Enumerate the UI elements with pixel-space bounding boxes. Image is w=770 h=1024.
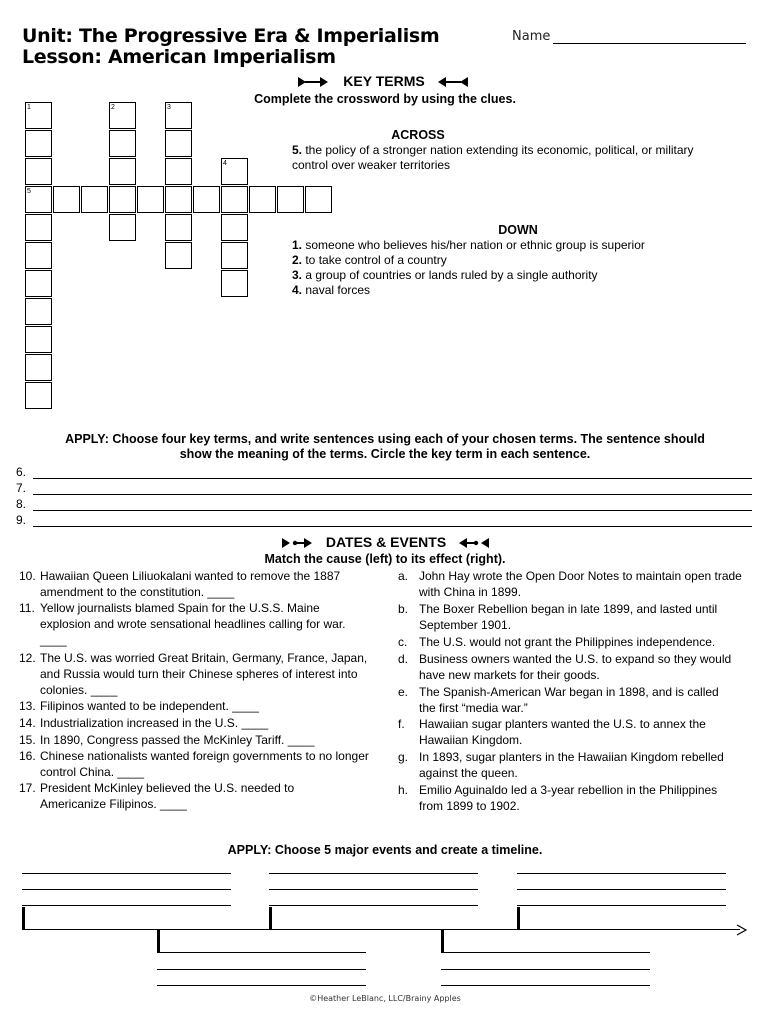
crossword-cell[interactable] — [221, 186, 248, 213]
crossword-cell[interactable] — [193, 186, 220, 213]
cause-number: 14. — [19, 716, 36, 730]
matching-instruction: Match the cause (left) to its effect (right). — [264, 552, 506, 566]
cause-number: 15. — [19, 733, 36, 747]
effect-item — [398, 782, 718, 814]
timeline-answer-line[interactable] — [22, 889, 231, 890]
effect-item — [398, 634, 758, 650]
down-heading: DOWN — [498, 223, 538, 237]
cause-text: The U.S. was worried Great Britain, Germany, France, Japan, and Russia would turn their Chinese spheres of interest into colonies. ____ — [40, 651, 368, 697]
timeline-answer-line[interactable] — [269, 889, 478, 890]
effect-letter: h. — [398, 783, 409, 797]
effect-text: The U.S. would not grant the Philippines independence. — [419, 635, 716, 649]
clue-number: 4. — [292, 283, 303, 297]
cause-item — [19, 732, 379, 748]
crossword-cell[interactable] — [221, 270, 248, 297]
sentence-number: 7. — [16, 481, 27, 495]
effect-letter: b. — [398, 602, 409, 616]
sentence-number: 6. — [16, 465, 27, 479]
crossword-cell[interactable] — [53, 186, 80, 213]
cause-number: 11. — [19, 601, 35, 615]
crossword-cell[interactable] — [165, 214, 192, 241]
effect-item — [398, 601, 738, 633]
key-terms-heading-group — [296, 73, 471, 91]
crossword-cell-number: 3 — [167, 104, 171, 111]
effect-item — [398, 716, 748, 748]
down-clue-3 — [292, 268, 732, 283]
timeline-answer-line[interactable] — [269, 873, 478, 874]
crossword-cell-number: 4 — [223, 160, 227, 167]
effect-text: The Boxer Rebellion began in late 1899, and lasted until September 1901. — [419, 602, 718, 632]
cause-text: President McKinley believed the U.S. needed to Americanize Filipinos. ____ — [40, 781, 295, 811]
unit-title: Unit: The Progressive Era & Imperialism — [22, 25, 440, 47]
crossword-instruction: Complete the crossword by using the clues. — [254, 92, 516, 106]
effect-text: Hawaiian sugar planters wanted the U.S. to annex the Hawaiian Kingdom. — [419, 717, 706, 747]
dates-events-heading-group — [280, 534, 492, 552]
cause-item — [19, 698, 379, 714]
cause-item — [19, 568, 379, 600]
crossword-cell[interactable] — [249, 186, 276, 213]
down-clue-1 — [292, 238, 732, 253]
timeline-answer-line[interactable] — [441, 969, 650, 970]
effect-text: Business owners wanted the U.S. to expand so they would have new markets for their goods. — [419, 652, 732, 682]
clue-text: a group of countries or lands ruled by a single authority — [302, 268, 598, 282]
timeline-answer-line[interactable] — [22, 873, 231, 874]
timeline-axis — [22, 929, 740, 930]
crossword-cell[interactable] — [305, 186, 332, 213]
crossword-cell-number: 2 — [111, 104, 115, 111]
timeline-answer-line[interactable] — [157, 985, 366, 986]
crossword-cell[interactable] — [25, 214, 52, 241]
crossword-cell[interactable] — [165, 242, 192, 269]
cause-number: 10. — [19, 569, 36, 583]
copyright-footer: ©Heather LeBlanc, LLC/Brainy Apples — [309, 994, 461, 1003]
crossword-cell[interactable] — [25, 354, 52, 381]
sentence-line[interactable] — [33, 510, 752, 511]
crossword-cell[interactable] — [165, 186, 192, 213]
crossword-cell[interactable] — [109, 214, 136, 241]
lesson-title: Lesson: American Imperialism — [22, 46, 336, 68]
cause-number: 13. — [19, 699, 36, 713]
crossword-cell[interactable] — [25, 130, 52, 157]
timeline-answer-line[interactable] — [157, 969, 366, 970]
sentence-line[interactable] — [33, 526, 752, 527]
timeline-tick-up — [517, 907, 520, 930]
cause-text: Hawaiian Queen Liliuokalani wanted to remove the 1887 amendment to the constitution. ____ — [40, 569, 341, 599]
effect-letter: f. — [398, 717, 405, 731]
timeline-answer-line[interactable] — [441, 985, 650, 986]
timeline-answer-line[interactable] — [269, 905, 478, 906]
timeline-answer-line[interactable] — [22, 905, 231, 906]
effect-text: In 1893, sugar planters in the Hawaiian Kingdom rebelled against the queen. — [419, 750, 724, 780]
cause-number: 12. — [19, 651, 36, 665]
crossword-cell[interactable] — [25, 382, 52, 409]
effect-letter: e. — [398, 685, 409, 699]
timeline-tick-down — [441, 929, 444, 953]
effect-letter: a. — [398, 569, 409, 583]
effect-item — [398, 568, 753, 600]
apply-instruction-line1: APPLY: Choose four key terms, and write sentences using each of your chosen terms. The sentence should — [65, 432, 705, 446]
crossword-cell[interactable] — [81, 186, 108, 213]
timeline-instruction: APPLY: Choose 5 major events and create a timeline. — [227, 843, 543, 857]
timeline-answer-line[interactable] — [157, 952, 366, 953]
cause-number: 17. — [19, 781, 36, 795]
crossword-cell[interactable] — [165, 130, 192, 157]
timeline-answer-line[interactable] — [517, 889, 726, 890]
crossword-cell[interactable] — [137, 186, 164, 213]
cause-text: In 1890, Congress passed the McKinley Tariff. ____ — [40, 733, 315, 747]
arrow-right-icon — [296, 76, 330, 88]
down-clue-2 — [292, 253, 732, 268]
sentence-number: 8. — [16, 497, 27, 511]
crossword-cell[interactable] — [165, 158, 192, 185]
timeline-answer-line[interactable] — [517, 905, 726, 906]
crossword-cell[interactable] — [25, 298, 52, 325]
sentence-line[interactable] — [33, 478, 752, 479]
effect-text: Emilio Aguinaldo led a 3-year rebellion in the Philippines from 1899 to 1902. — [419, 783, 718, 813]
effect-item — [398, 749, 738, 781]
cause-text: Industrialization increased in the U.S. ____ — [40, 716, 269, 730]
clue-text: the policy of a stronger nation extending its economic, political, or military control over weaker territories — [292, 143, 694, 172]
timeline-tick-down — [157, 929, 160, 953]
arrow-right-icon — [280, 537, 314, 549]
clue-number: 1. — [292, 238, 303, 252]
name-field[interactable] — [553, 43, 746, 44]
apply-instruction-line2: show the meaning of the terms. Circle the key term in each sentence. — [179, 447, 591, 461]
cause-text: Filipinos wanted to be independent. ____ — [40, 699, 259, 713]
clue-number: 3. — [292, 268, 303, 282]
crossword-cell[interactable] — [109, 158, 136, 185]
cause-item — [19, 600, 364, 648]
across-clue-5 — [292, 143, 712, 173]
dates-events-heading: DATES & EVENTS — [325, 534, 447, 550]
effect-text: The Spanish-American War began in 1898, and is called the first “media war.” — [419, 685, 719, 715]
timeline-answer-line[interactable] — [441, 952, 650, 953]
crossword-cell[interactable] — [25, 326, 52, 353]
cause-item — [19, 650, 374, 698]
cause-text: Chinese nationalists wanted foreign governments to no longer control China. ____ — [40, 749, 369, 779]
clue-text: someone who believes his/her nation or ethnic group is superior — [302, 238, 645, 252]
arrow-head-icon — [736, 924, 748, 936]
crossword-cell[interactable] — [221, 214, 248, 241]
effect-text: John Hay wrote the Open Door Notes to maintain open trade with China in 1899. — [419, 569, 742, 599]
crossword-cell[interactable] — [221, 242, 248, 269]
cause-number: 16. — [19, 749, 36, 763]
clue-number: 5. — [292, 143, 303, 157]
effect-letter: g. — [398, 750, 409, 764]
crossword-cell[interactable] — [109, 130, 136, 157]
effect-item — [398, 651, 748, 683]
sentence-number: 9. — [16, 513, 27, 527]
crossword-cell-number: 1 — [27, 104, 31, 111]
timeline-tick-up — [269, 907, 272, 930]
timeline-answer-line[interactable] — [517, 873, 726, 874]
effect-item — [398, 684, 733, 716]
cause-item — [19, 715, 379, 731]
crossword-cell[interactable] — [109, 186, 136, 213]
crossword-cell[interactable] — [25, 158, 52, 185]
cause-item — [19, 748, 379, 780]
down-clue-4 — [292, 283, 732, 298]
arrow-left-icon — [457, 537, 491, 549]
crossword-cell[interactable] — [25, 270, 52, 297]
clue-text: naval forces — [302, 283, 371, 297]
cause-item — [19, 780, 349, 812]
crossword-cell[interactable] — [277, 186, 304, 213]
name-label: Name — [512, 29, 551, 44]
timeline-tick-up — [22, 907, 25, 930]
clue-number: 2. — [292, 253, 303, 267]
across-heading: ACROSS — [391, 128, 445, 142]
clue-text: to take control of a country — [302, 253, 447, 267]
sentence-line[interactable] — [33, 494, 752, 495]
effect-letter: d. — [398, 652, 409, 666]
key-terms-heading: KEY TERMS — [343, 73, 425, 89]
cause-text: Yellow journalists blamed Spain for the U.S.S. Maine explosion and wrote sensational headlines calling for war. ____ — [40, 601, 346, 647]
crossword-cell-number: 5 — [27, 188, 31, 195]
crossword-cell[interactable] — [25, 242, 52, 269]
arrow-left-icon — [436, 76, 470, 88]
effect-letter: c. — [398, 635, 408, 649]
